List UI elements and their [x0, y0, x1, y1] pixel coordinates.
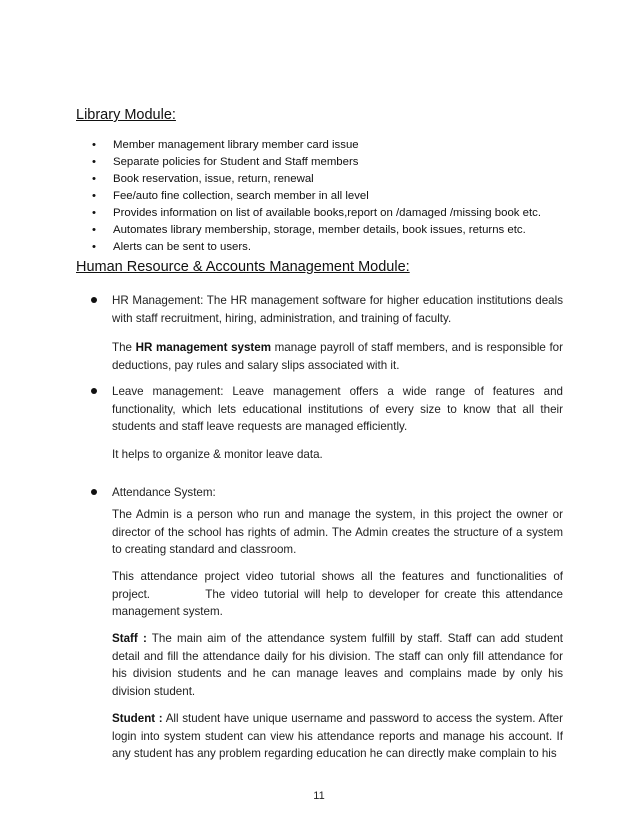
bullet-icon: •: [92, 207, 96, 219]
list-item: [92, 205, 541, 222]
list-item-text: Book reservation, issue, return, renewal: [113, 173, 314, 185]
staff-paragraph: [112, 630, 563, 700]
student-label: Student :: [112, 712, 163, 725]
bullet-icon: •: [92, 241, 96, 253]
staff-text: The main aim of the attendance system fulfill by staff. Staff can add student detail and fill the attendance daily for his division. The staff can only fill attendance for his division students and he can manage leaves and complains made by only his division student.: [112, 632, 563, 698]
staff-label: Staff :: [112, 632, 147, 645]
hr-system-paragraph: [112, 339, 563, 374]
list-item-text: Provides information on list of available books,report on /damaged /missing book etc.: [113, 207, 542, 219]
bullet-icon: •: [92, 224, 96, 236]
student-paragraph: [112, 710, 563, 763]
list-item: [92, 137, 541, 154]
library-module-heading: Library Module:: [76, 107, 176, 123]
hr-system-text: manage payroll of staff members, and is responsible for deductions, pay rules and salary slips associated with it.: [112, 341, 563, 372]
page-number: 11: [313, 790, 325, 802]
attendance-tutorial-paragraph: This attendance project video tutorial shows all the features and functionalities of project. The video tutorial will help to developer for create this attendance management system.: [112, 570, 567, 619]
hr-system-bold-term: HR management system: [135, 341, 272, 354]
attendance-title: Attendance System:: [112, 486, 216, 499]
bullet-icon: •: [92, 190, 96, 202]
bullet-icon: [91, 489, 97, 495]
hr-system-prefix: The: [112, 341, 136, 354]
list-item: [92, 239, 541, 256]
list-item-text: Alerts can be sent to users.: [113, 241, 252, 253]
leave-management-paragraph: Leave management: Leave management offers a wide range of features and functionality, which lets educational institutions of every size to know that all their students and staff leave requests are managed efficiently.: [112, 385, 563, 434]
student-text: All student have unique username and password to access the system. After login into system student can view his attendance reports and manage his account. If any student has any problem regarding education he can directly make complain to his: [112, 712, 563, 761]
list-item-text: Separate policies for Student and Staff members: [113, 156, 359, 168]
list-item: [92, 154, 541, 171]
list-item-text: Member management library member card issue: [113, 139, 359, 151]
bullet-icon: [91, 297, 97, 303]
list-item-text: Fee/auto fine collection, search member in all level: [113, 190, 369, 202]
bullet-icon: •: [92, 156, 96, 168]
bullet-icon: [91, 388, 97, 394]
library-feature-list: [92, 137, 541, 256]
bullet-icon: •: [92, 173, 96, 185]
list-item: [92, 222, 541, 239]
hr-module-heading: Human Resource & Accounts Management Module:: [76, 259, 410, 275]
list-item: [92, 188, 541, 205]
bullet-icon: •: [92, 139, 96, 151]
list-item-text: Automates library membership, storage, member details, book issues, returns etc.: [113, 224, 526, 236]
list-item: [92, 171, 541, 188]
attendance-admin-paragraph: The Admin is a person who run and manage the system, in this project the owner or director of the school has rights of admin. The Admin creates the structure of a system to creating standard and classroom.: [112, 508, 563, 557]
hr-management-paragraph: HR Management: The HR management software for higher education institutions deals with staff recruitment, hiring, administration, and training of faculty.: [112, 294, 563, 325]
leave-helps-paragraph: It helps to organize & monitor leave data.: [112, 448, 323, 461]
